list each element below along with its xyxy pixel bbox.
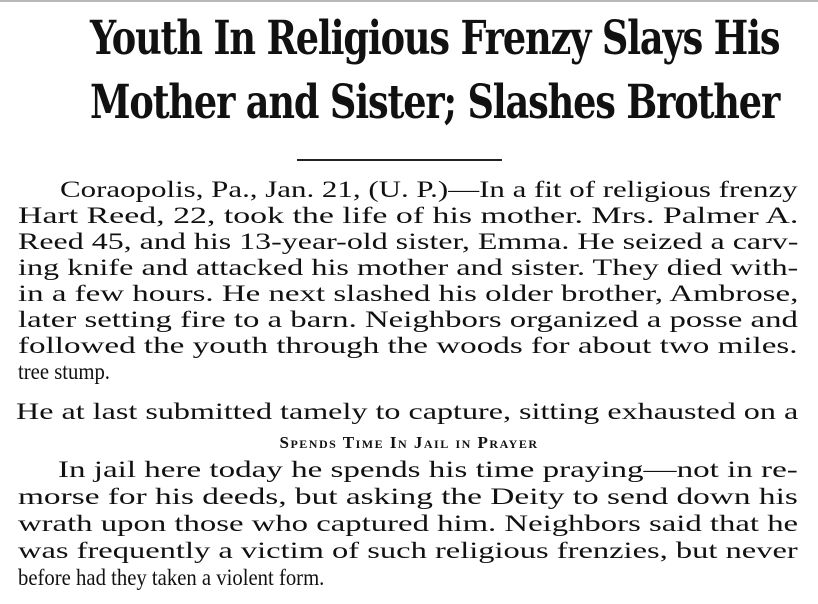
headline-line-2: Mother and Sister; Slashes Brother [89,75,780,130]
body-line: In jail here today he spends his time praying—not in re- [58,457,798,482]
body-line: Hart Reed, 22, took the life of his mother. Mrs. Palmer A. [18,203,799,228]
headline-line-1: Youth In Religious Frenzy Slays His [89,11,780,66]
body-line: ing knife and attacked his mother and sister. They died with- [18,255,799,280]
body-line: was frequently a victim of such religious frenzies, but never [18,538,798,563]
body-line: morse for his deeds, but asking the Deity to send down his [18,484,798,509]
headline-divider [297,159,502,161]
body-line: in a few hours. He next slashed his older brother, Ambrose, [18,281,799,306]
body-line: Reed 45, and his 13-year-old sister, Emma. He seized a carv- [18,229,799,254]
body-line: tree stump. [18,359,110,384]
body-line: Coraopolis, Pa., Jan. 21, (U. P.)—In a fit of religious frenzy [60,177,798,202]
body-line: wrath upon those who captured him. Neighbors said that he [18,511,799,536]
body-line: before had they taken a violent form. [18,565,325,590]
body-line: later setting fire to a barn. Neighbors organized a posse and [18,307,798,332]
body-line: He at last submitted tamely to capture, sitting exhausted on a [16,399,799,424]
article-subhead: Spends Time In Jail in Prayer [279,433,539,452]
body-line: followed the youth through the woods for about two miles. [18,333,798,358]
top-edge-rule [0,0,818,2]
